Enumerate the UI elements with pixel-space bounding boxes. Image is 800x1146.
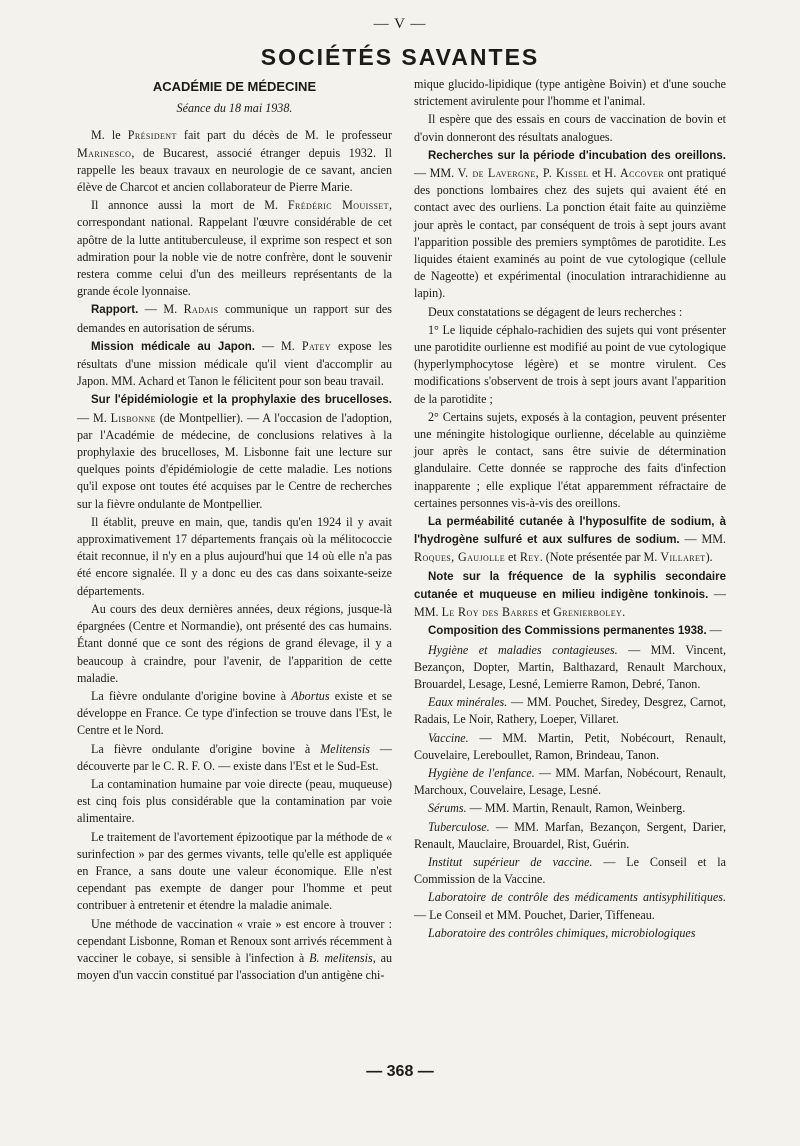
paragraph: Sur l'épidémiologie et la prophylaxie des brucelloses. — M. Lisbonne (de Montpellier). — A l'occasion de l'adoption, par l'Académie de médecine, de conclusions relatives à la prophylaxie des brucelloses, M. Lisbonne fait une lecture sur quelques points d'épidémiologie de cette maladie. Les notions qu'il expose ont toutes été acquises par le Centre de recherches sur la fièvre ondulante de Montpellier.: [77, 394, 392, 511]
roman-page-marker: — V —: [373, 16, 427, 32]
paragraph: La contamination humaine par voie directe (peau, muqueuse) est cinq fois plus considérable que la contamination par voie alimentaire.: [77, 776, 392, 826]
commission-entry: Sérums. — MM. Martin, Renault, Ramon, Weinberg.: [428, 801, 686, 816]
paragraph: Au cours des deux dernières années, deux régions, jusque-là épargnées (Centre et Normandie), ont présenté des cas humains. Étant donné que ce sont des régions de grand élevage, il y a beaucoup à craindre, pour l'avenir, de l'apparition de cette maladie.: [77, 601, 392, 685]
paragraph: 2° Certains sujets, exposés à la contagion, peuvent présenter une méningite histologique ourlienne, décelable au quinzième jour après le contact, sans être suivie de détermination glandulaire. Cette donnée se rapproche des faits d'infection inapparente ; elle explique l'état apparemment réfractaire de certaines personnes vis-à-vis des oreillons.: [414, 409, 726, 510]
paragraph: Il annonce aussi la mort de M. Frédéric Mouisset, correspondant national. Rappelant l'œuvre considérable de cet apôtre de la lutte antituberculeuse, il exprime son respect et son admiration pour la noble vie de notre confrère, dont le souvenir restera comme celui d'un des meilleurs représentants de la grande école lyonnaise.: [77, 198, 392, 299]
commission-entry: Hygiène et maladies contagieuses. — MM. Vincent, Bezançon, Dopter, Martin, Balthazard, Renault Marchoux, Brouardel, Lesage, Lesné, Lemierre Ramon, Debré, Tanon.: [414, 642, 726, 691]
commission-entry: Hygiène de l'enfance. — MM. Marfan, Nobécourt, Renault, Marchoux, Couvelaire, Lesage, Lesné.: [414, 765, 727, 798]
paragraph: mique glucido-lipidique (type antigène Boivin) et d'une souche strictement avirulente pour l'homme et l'animal.: [414, 77, 726, 109]
paragraph: Mission médicale au Japon. — M. Patey expose les résultats d'une mission médicale qu'il vient d'accomplir au Japon. MM. Achard et Tanon le félicitent pour son beau travail.: [77, 338, 392, 389]
paragraph: Recherches sur la période d'incubation des oreillons. — MM. V. de Lavergne, P. Kissel et H. Accover ont pratiqué des ponctions lombaires chez des sujets qui avaient été en contact avec des ourliens. La ponction était faite au quinzième jour après le contact, par conséquent de trois à sept jours avant l'apparition possible des premiers symptômes de parotidite. Les liquides étaient examinés au point de vue cytologique (cellule de Nageotte) et expérimental (inoculation intrarachidienne au lapin).: [414, 149, 727, 301]
paragraph: 1° Le liquide céphalo-rachidien des sujets qui vont présenter une parotidite ourlienne est modifié au point de vue cytologique (hyperlymphocytose légère) et se montre virulent. Ces modifications s'observent de trois à sept jours avant l'apparition de la parotidite ;: [414, 322, 726, 406]
paragraph: Note sur la fréquence de la syphilis secondaire cutanée et muqueuse en milieu indigène tonkinois. — MM. Le Roy des Barres et Grenierboley.: [414, 570, 726, 620]
section-title: ACADÉMIE DE MÉDECINE: [152, 79, 317, 94]
commission-entry: Vaccine. — MM. Martin, Petit, Nobécourt, Renault, Couvelaire, Lereboullet, Ramon, Brindeau, Tanon.: [414, 730, 726, 762]
right-column: [414, 76, 726, 942]
paragraph: Il espère que des essais en cours de vaccination de bovin et d'ovin donneront des résultats analogues.: [414, 112, 726, 144]
commission-entry: Tuberculose. — MM. Marfan, Bezançon, Sergent, Darier, Renault, Mauclaire, Brouardel, Rist, Guérin.: [414, 819, 726, 851]
seance-date: Séance du 18 mai 1938.: [176, 101, 293, 116]
commission-entry: Institut supérieur de vaccine. — Le Conseil et la Commission de la Vaccine.: [414, 854, 726, 887]
paragraph: La fièvre ondulante d'origine bovine à Melitensis — découverte par le C. R. F. O. — existe dans l'Est et le Sud-Est.: [77, 741, 392, 773]
commission-entry: Laboratoire de contrôle des médicaments antisyphilitiques. — Le Conseil et MM. Pouchet, Darier, Tiffeneau.: [414, 890, 726, 922]
paragraph: Deux constatations se dégagent de leurs recherches :: [428, 304, 683, 319]
paragraph: Une méthode de vaccination « vraie » est encore à trouver : cependant Lisbonne, Roman et Renoux sont arrivés récemment à vacciner le cobaye, si sensible à l'infection à B. melitensis, au moyen d'un vaccin constitué par l'association d'un antigène chi-: [77, 916, 392, 983]
paragraph: M. le Président fait part du décès de M. le professeur Marinesco, de Bucarest, associé étranger depuis 1932. Il rappelle les beaux travaux en neurologie de ce savant, ancien élève de Charcot et ancien collaborateur de Pierre Marie.: [77, 128, 392, 195]
paragraph: Le traitement de l'avortement épizootique par la méthode de « surinfection » par des germes vivants, telle qu'elle est appliquée en France, a sans doute une valeur économique. Elle n'est cependant pas exempte de danger pour l'homme et peut contribuer à entretenir et étendre la maladie animale.: [77, 829, 392, 913]
page-number: — 368 —: [366, 1063, 434, 1080]
commission-entry: Laboratoire des contrôles chimiques, microbiologiques: [428, 925, 696, 940]
left-column: [77, 76, 392, 984]
commission-entry: Eaux minérales. — MM. Pouchet, Siredey, Desgrez, Carnot, Radais, Le Noir, Rathery, Loeper, Villaret.: [414, 695, 726, 727]
paragraph: Il établit, preuve en main, que, tandis qu'en 1924 il y avait approximativement 17 départements français où la mélitococcie était reconnue, il n'y en a plus aujourd'hui que 14 où elle n'a pas été encore signalée. Il y a donc eu des cas dans soixante-seize départements.: [77, 514, 392, 598]
paragraph: La fièvre ondulante d'origine bovine à Abortus existe et se développe en France. Ce type d'infection se trouve dans l'Est, le Centre et le Nord.: [77, 688, 392, 738]
paragraph: La perméabilité cutanée à l'hyposulfite de sodium, à l'hydrogène sulfuré et aux sulfures de sodium. — MM. Roques, Gaujolle et Rey. (Note présentée par M. Villaret).: [414, 516, 726, 565]
page-title: SOCIÉTÉS SAVANTES: [260, 44, 540, 70]
paragraph: Composition des Commissions permanentes 1938. —: [428, 623, 722, 638]
paragraph: Rapport. — M. Radais communique un rapport sur des demandes en autorisation de sérums.: [77, 302, 392, 335]
